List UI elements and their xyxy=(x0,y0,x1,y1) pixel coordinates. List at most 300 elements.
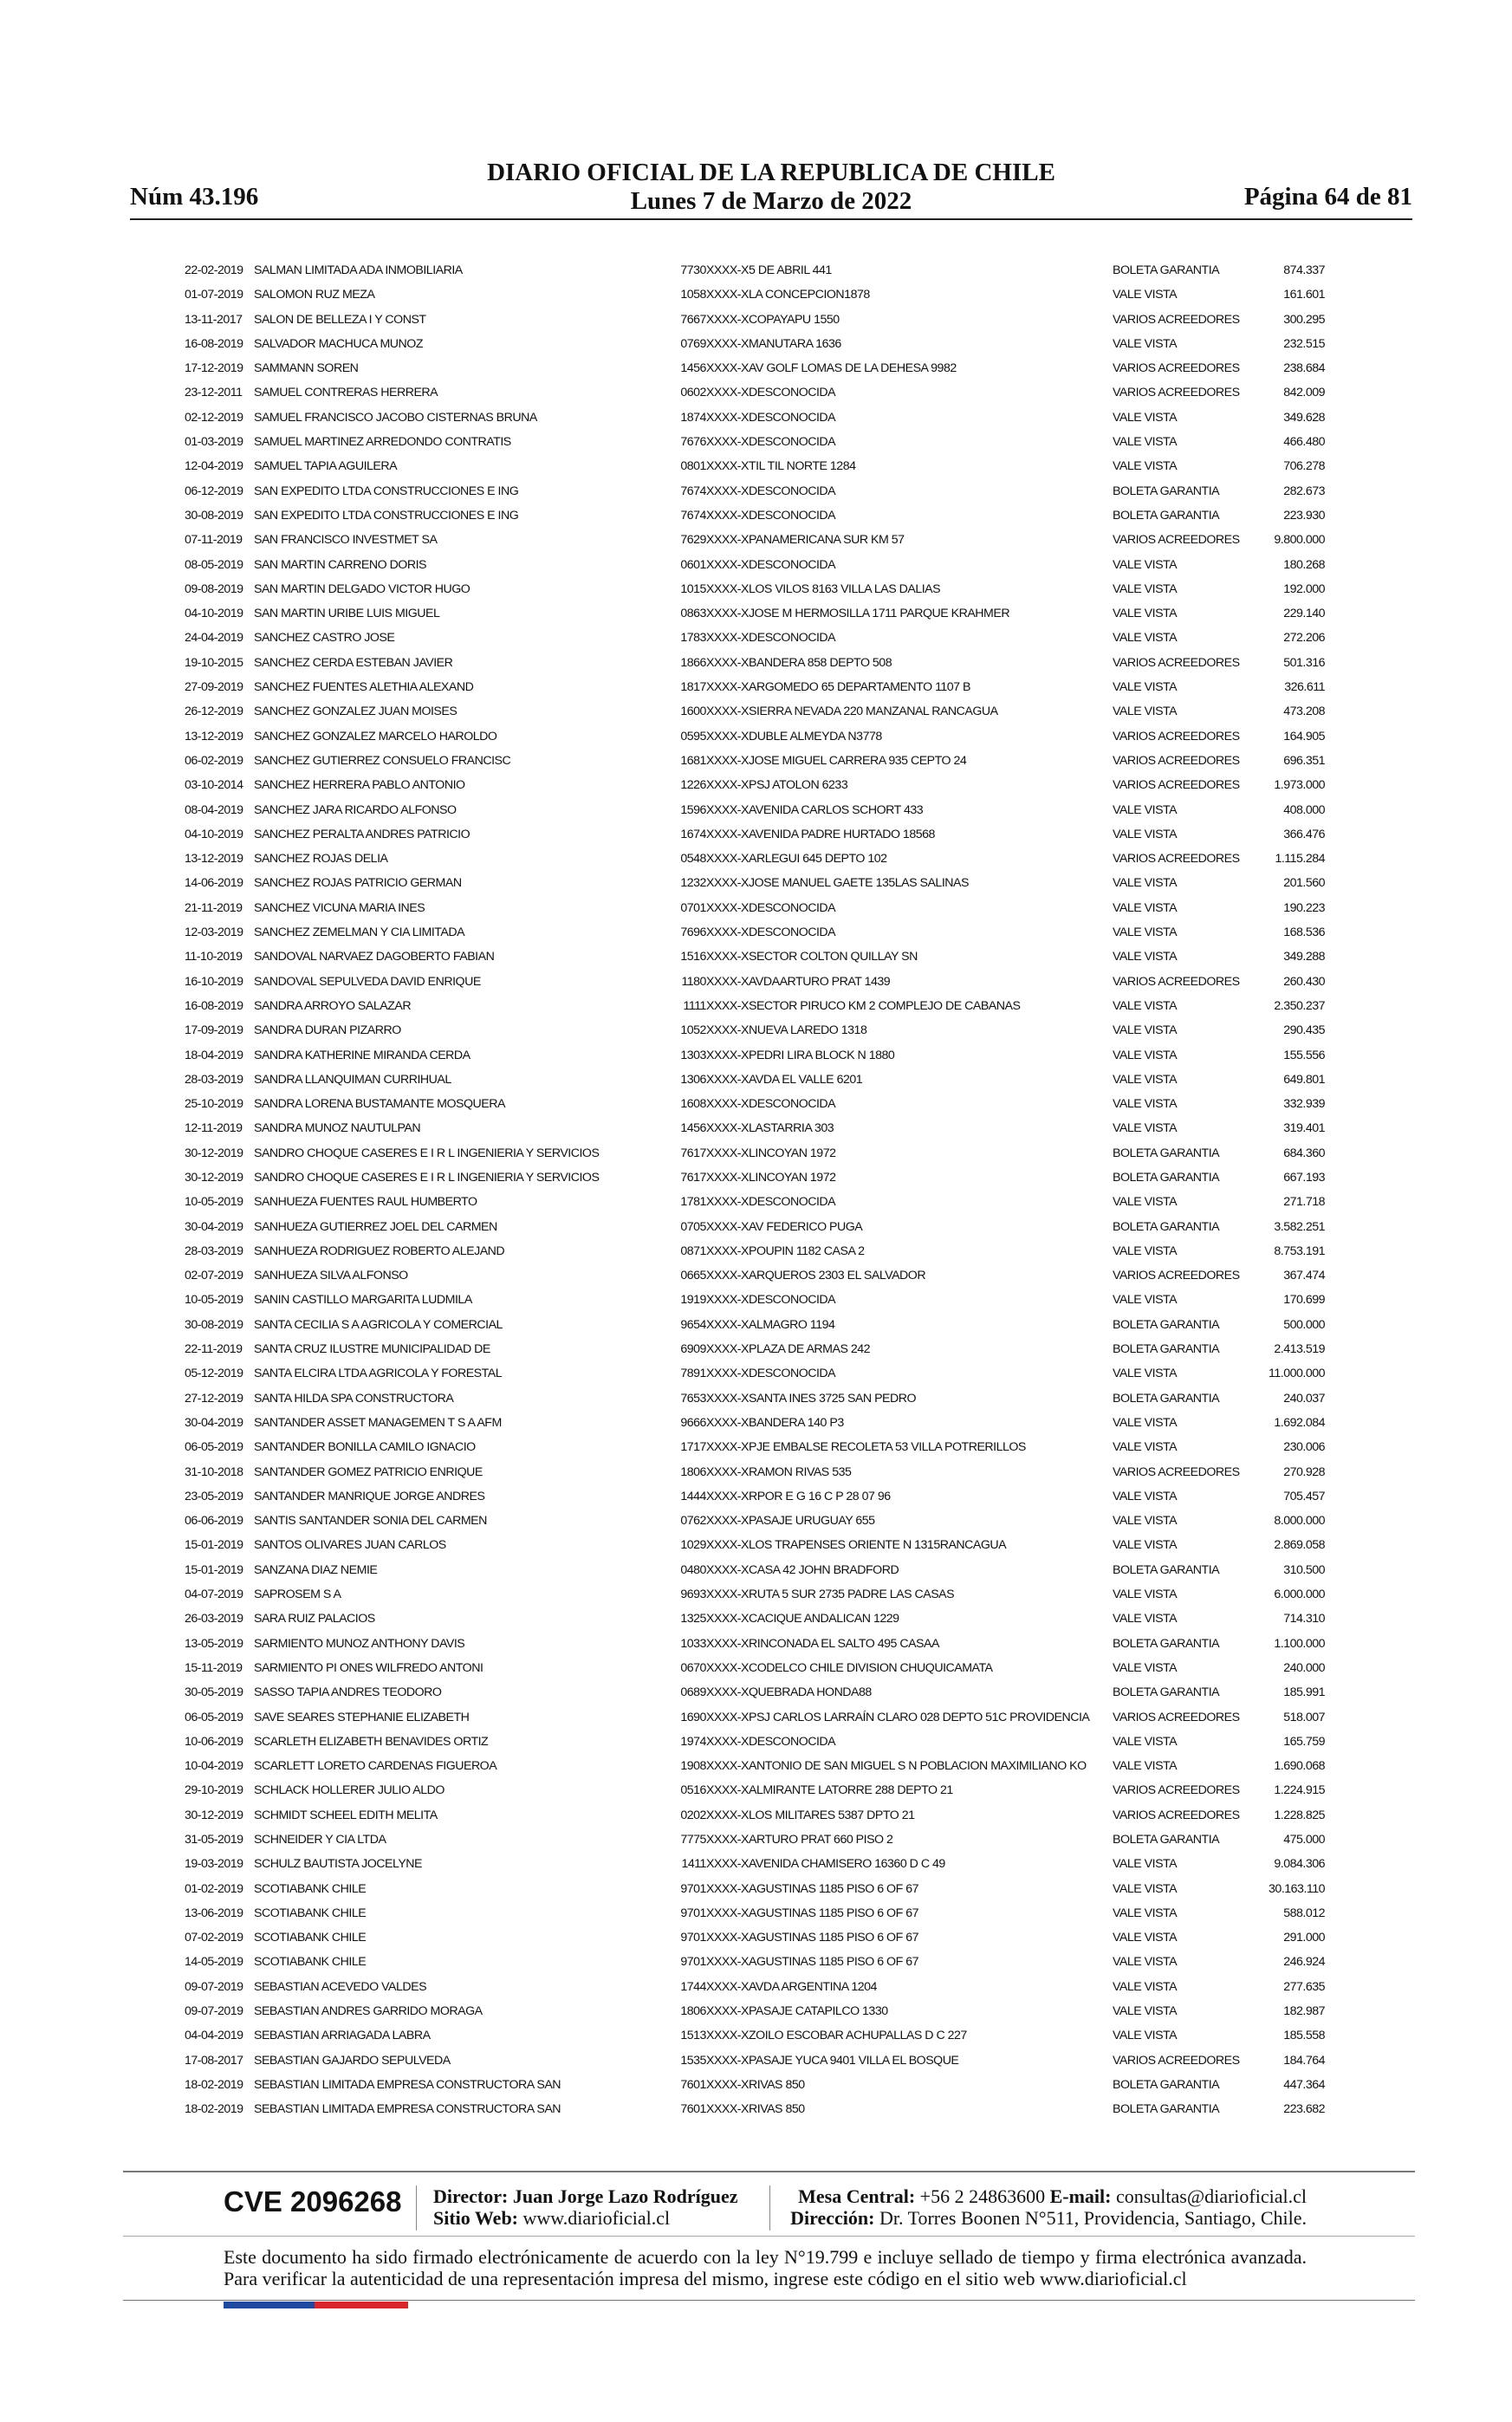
record-rut: 0480XXXX-X xyxy=(680,1562,749,1577)
record-type: BOLETA GARANTIA xyxy=(1113,2102,1220,2117)
record-type: BOLETA GARANTIA xyxy=(1113,2077,1220,2092)
record-rut: 0202XXXX-X xyxy=(680,1808,749,1822)
record-address: DESCONOCIDA xyxy=(749,557,836,572)
table-row xyxy=(185,1337,1325,1361)
record-type: BOLETA GARANTIA xyxy=(1113,1391,1220,1406)
table-row xyxy=(185,1999,1325,2023)
record-date: 13-12-2019 xyxy=(185,852,243,867)
record-address: DESCONOCIDA xyxy=(749,484,836,498)
record-amount: 300.295 xyxy=(1283,312,1325,327)
record-address: LINCOYAN 1972 xyxy=(749,1146,836,1160)
record-name: SCHNEIDER Y CIA LTDA xyxy=(254,1833,386,1847)
legal-notice: Este documento ha sido firmado electrónicamente de acuerdo con la ley N°19.799 e incluye sellado de tiempo y firma electrónica avanzada. Para verificar la autenticidad de una representación impresa del mismo, ingrese este código en el sitio web www.diarioficial.cl xyxy=(224,2246,1307,2289)
record-type: VALE VISTA xyxy=(1113,1195,1178,1210)
record-address: PJE EMBALSE RECOLETA 53 VILLA POTRERILLOS xyxy=(749,1440,1026,1455)
record-date: 30-04-2019 xyxy=(185,1219,243,1234)
record-rut: 1608XXXX-X xyxy=(680,1097,749,1112)
record-rut: 1781XXXX-X xyxy=(680,1195,749,1210)
table-row xyxy=(185,380,1325,405)
record-date: 13-11-2017 xyxy=(185,312,243,327)
table-row xyxy=(185,1313,1325,1337)
record-name: SANCHEZ GONZALEZ JUAN MOISES xyxy=(254,705,457,719)
record-rut: 1806XXXX-X xyxy=(680,1464,749,1479)
record-amount: 684.360 xyxy=(1283,1146,1325,1160)
record-type: VALE VISTA xyxy=(1113,802,1178,817)
director-name: Juan Jorge Lazo Rodríguez xyxy=(512,2185,738,2207)
website-label: Sitio Web: xyxy=(433,2207,519,2229)
record-type: BOLETA GARANTIA xyxy=(1113,1562,1220,1577)
table-row xyxy=(185,1190,1325,1214)
record-rut: 1744XXXX-X xyxy=(680,1979,749,1994)
record-amount: 408.000 xyxy=(1283,802,1325,817)
record-address: PSJ ATOLON 6233 xyxy=(749,778,848,793)
record-address: LOS VILOS 8163 VILLA LAS DALIAS xyxy=(749,581,941,596)
record-name: SANHUEZA RODRIGUEZ ROBERTO ALEJAND xyxy=(254,1243,505,1258)
table-row xyxy=(185,970,1325,994)
record-address: ANTONIO DE SAN MIGUEL S N POBLACION MAXIMILIANO KO xyxy=(749,1759,1087,1774)
record-date: 10-06-2019 xyxy=(185,1734,243,1749)
table-row xyxy=(185,1582,1325,1607)
record-date: 06-02-2019 xyxy=(185,753,243,768)
record-amount: 229.140 xyxy=(1283,607,1325,621)
record-name: SCOTIABANK CHILE xyxy=(254,1931,367,1945)
record-rut: 1535XXXX-X xyxy=(680,2053,749,2068)
record-name: SAMUEL FRANCISCO JACOBO CISTERNAS BRUNA xyxy=(254,410,537,425)
record-date: 22-11-2019 xyxy=(185,1342,243,1357)
record-date: 16-08-2019 xyxy=(185,336,243,351)
record-date: 17-12-2019 xyxy=(185,361,243,376)
record-amount: 874.337 xyxy=(1283,263,1325,277)
record-date: 12-11-2019 xyxy=(185,1121,243,1136)
table-row xyxy=(185,258,1325,282)
record-rut: 1226XXXX-X xyxy=(680,778,749,793)
record-rut: 0863XXXX-X xyxy=(680,607,749,621)
record-amount: 223.682 xyxy=(1283,2102,1325,2117)
record-amount: 30.163.110 xyxy=(1269,1881,1325,1896)
record-address: SANTA INES 3725 SAN PEDRO xyxy=(749,1391,917,1406)
record-rut: 1908XXXX-X xyxy=(680,1759,749,1774)
record-amount: 291.000 xyxy=(1283,1931,1325,1945)
record-amount: 3.582.251 xyxy=(1274,1219,1325,1234)
table-row xyxy=(185,553,1325,577)
record-rut: 0762XXXX-X xyxy=(680,1514,749,1529)
record-name: SEBASTIAN LIMITADA EMPRESA CONSTRUCTORA SAN xyxy=(254,2102,561,2117)
record-type: VARIOS ACREEDORES xyxy=(1113,1783,1240,1798)
record-amount: 705.457 xyxy=(1283,1489,1325,1503)
record-type: VARIOS ACREEDORES xyxy=(1113,974,1240,989)
record-address: DESCONOCIDA xyxy=(749,1734,836,1749)
table-row xyxy=(185,1632,1325,1656)
table-row xyxy=(185,1166,1325,1190)
record-address: PLAZA DE ARMAS 242 xyxy=(749,1342,871,1357)
record-type: VALE VISTA xyxy=(1113,410,1178,425)
record-amount: 223.930 xyxy=(1283,508,1325,523)
record-date: 30-04-2019 xyxy=(185,1415,243,1430)
record-type: VALE VISTA xyxy=(1113,1023,1178,1038)
record-rut: 1919XXXX-X xyxy=(680,1293,749,1308)
table-row xyxy=(185,1950,1325,1974)
record-address: TIL TIL NORTE 1284 xyxy=(749,459,856,474)
record-name: SCHULZ BAUTISTA JOCELYNE xyxy=(254,1857,423,1872)
record-address: PASAJE YUCA 9401 VILLA EL BOSQUE xyxy=(749,2053,959,2068)
table-row xyxy=(185,1043,1325,1068)
table-row xyxy=(185,1435,1325,1459)
record-type: VALE VISTA xyxy=(1113,581,1178,596)
record-rut: 7667XXXX-X xyxy=(680,312,749,327)
table-row xyxy=(185,503,1325,528)
record-address: CODELCO CHILE DIVISION CHUQUICAMATA xyxy=(749,1660,993,1675)
record-date: 06-12-2019 xyxy=(185,484,243,498)
record-name: SANDOVAL SEPULVEDA DAVID ENRIQUE xyxy=(254,974,481,989)
record-name: SANDRA MUNOZ NAUTULPAN xyxy=(254,1121,421,1136)
record-address: DESCONOCIDA xyxy=(749,410,836,425)
record-amount: 667.193 xyxy=(1283,1170,1325,1185)
record-rut: 7617XXXX-X xyxy=(680,1170,749,1185)
record-name: SANTOS OLIVARES JUAN CARLOS xyxy=(254,1538,446,1553)
table-row xyxy=(185,1361,1325,1386)
website-link[interactable]: www.diarioficial.cl xyxy=(522,2207,671,2229)
record-rut: 1690XXXX-X xyxy=(680,1710,749,1724)
record-date: 23-05-2019 xyxy=(185,1489,243,1503)
record-name: SARMIENTO MUNOZ ANTHONY DAVIS xyxy=(254,1636,465,1651)
record-name: SAVE SEARES STEPHANIE ELIZABETH xyxy=(254,1710,470,1724)
record-amount: 170.699 xyxy=(1283,1293,1325,1308)
record-name: SEBASTIAN LIMITADA EMPRESA CONSTRUCTORA SAN xyxy=(254,2077,561,2092)
record-amount: 332.939 xyxy=(1283,1097,1325,1112)
record-date: 26-12-2019 xyxy=(185,705,243,719)
record-address: DESCONOCIDA xyxy=(749,1097,836,1112)
masthead xyxy=(130,159,1412,216)
record-amount: 1.115.284 xyxy=(1275,852,1325,867)
record-address: ALMAGRO 1194 xyxy=(749,1317,835,1332)
record-rut: 1681XXXX-X xyxy=(680,753,749,768)
record-name: SANTANDER BONILLA CAMILO IGNACIO xyxy=(254,1440,476,1455)
record-name: SEBASTIAN ANDRES GARRIDO MORAGA xyxy=(254,2004,483,2019)
record-address: DESCONOCIDA xyxy=(749,435,836,450)
table-row xyxy=(185,1730,1325,1754)
record-name: SANCHEZ GUTIERREZ CONSUELO FRANCISC xyxy=(254,753,511,768)
record-type: VALE VISTA xyxy=(1113,827,1178,841)
record-amount: 319.401 xyxy=(1283,1121,1325,1136)
record-type: VARIOS ACREEDORES xyxy=(1113,852,1240,867)
record-rut: 9693XXXX-X xyxy=(680,1588,749,1602)
record-rut: 0689XXXX-X xyxy=(680,1685,749,1700)
record-date: 13-06-2019 xyxy=(185,1906,243,1920)
records-body xyxy=(185,258,1325,2122)
record-address: ARQUEROS 2303 EL SALVADOR xyxy=(749,1269,926,1283)
record-date: 01-02-2019 xyxy=(185,1881,243,1896)
address-text: Dr. Torres Boonen N°511, Providencia, Santiago, Chile. xyxy=(879,2207,1307,2229)
record-date: 10-05-2019 xyxy=(185,1293,243,1308)
record-rut: 7617XXXX-X xyxy=(680,1146,749,1160)
record-address: PASAJE CATAPILCO 1330 xyxy=(749,2004,888,2019)
record-date: 30-05-2019 xyxy=(185,1685,243,1700)
record-type: BOLETA GARANTIA xyxy=(1113,1219,1220,1234)
record-name: SAN MARTIN URIBE LUIS MIGUEL xyxy=(254,607,440,621)
record-amount: 246.924 xyxy=(1283,1955,1325,1970)
record-rut: 0665XXXX-X xyxy=(680,1269,749,1283)
record-type: VARIOS ACREEDORES xyxy=(1113,655,1240,670)
record-date: 19-10-2015 xyxy=(185,655,243,670)
record-amount: 185.558 xyxy=(1283,2029,1325,2043)
record-amount: 1.973.000 xyxy=(1274,778,1325,793)
record-name: SEBASTIAN ARRIAGADA LABRA xyxy=(254,2029,431,2043)
record-date: 18-02-2019 xyxy=(185,2077,243,2092)
record-type: VALE VISTA xyxy=(1113,1048,1178,1062)
record-name: SANIN CASTILLO MARGARITA LUDMILA xyxy=(254,1293,472,1308)
record-rut: 7775XXXX-X xyxy=(680,1833,749,1847)
record-address: RINCONADA EL SALTO 495 CASAA xyxy=(749,1636,939,1651)
record-rut: 1717XXXX-X xyxy=(680,1440,749,1455)
record-name: SANDRO CHOQUE CASERES E I R L INGENIERIA Y SERVICIOS xyxy=(254,1170,600,1185)
email-label: E-mail: xyxy=(1049,2185,1112,2207)
record-rut: 1033XXXX-X xyxy=(680,1636,749,1651)
record-amount: 588.012 xyxy=(1283,1906,1325,1920)
record-amount: 232.515 xyxy=(1283,336,1325,351)
record-type: BOLETA GARANTIA xyxy=(1113,484,1220,498)
record-type: BOLETA GARANTIA xyxy=(1113,1342,1220,1357)
table-row xyxy=(185,1680,1325,1704)
record-date: 04-10-2019 xyxy=(185,827,243,841)
record-amount: 185.991 xyxy=(1283,1685,1325,1700)
record-amount: 1.224.915 xyxy=(1274,1783,1325,1798)
record-date: 29-10-2019 xyxy=(185,1783,243,1798)
record-amount: 180.268 xyxy=(1283,557,1325,572)
record-date: 22-02-2019 xyxy=(185,263,243,277)
record-rut: 1974XXXX-X xyxy=(680,1734,749,1749)
record-address: JOSE MIGUEL CARRERA 935 CEPTO 24 xyxy=(749,753,967,768)
record-address: CACIQUE ANDALICAN 1229 xyxy=(749,1612,899,1627)
record-name: SAN EXPEDITO LTDA CONSTRUCCIONES E ING xyxy=(254,484,519,498)
record-date: 30-12-2019 xyxy=(185,1170,243,1185)
record-amount: 1.228.825 xyxy=(1274,1808,1325,1822)
record-amount: 1.100.000 xyxy=(1274,1636,1325,1651)
record-type: VARIOS ACREEDORES xyxy=(1113,1269,1240,1283)
record-type: VALE VISTA xyxy=(1113,1440,1178,1455)
table-row xyxy=(185,822,1325,847)
record-amount: 272.206 xyxy=(1283,631,1325,646)
table-row xyxy=(185,1116,1325,1140)
record-name: SEBASTIAN ACEVEDO VALDES xyxy=(254,1979,427,1994)
record-name: SCHMIDT SCHEEL EDITH MELITA xyxy=(254,1808,438,1822)
record-type: VALE VISTA xyxy=(1113,1514,1178,1529)
record-type: VALE VISTA xyxy=(1113,607,1178,621)
record-name: SANCHEZ VICUNA MARIA INES xyxy=(254,900,425,915)
record-date: 02-07-2019 xyxy=(185,1269,243,1283)
record-type: VALE VISTA xyxy=(1113,2029,1178,2043)
director-label: Director: xyxy=(433,2185,509,2207)
record-type: VALE VISTA xyxy=(1113,631,1178,646)
record-type: VARIOS ACREEDORES xyxy=(1113,1710,1240,1724)
footer-separator xyxy=(769,2185,770,2230)
table-row xyxy=(185,920,1325,945)
record-type: VALE VISTA xyxy=(1113,1931,1178,1945)
record-address: AVDA EL VALLE 6201 xyxy=(749,1072,863,1087)
record-date: 18-04-2019 xyxy=(185,1048,243,1062)
record-address: QUEBRADA HONDA88 xyxy=(749,1685,872,1700)
record-rut: 0769XXXX-X xyxy=(680,336,749,351)
record-address: DESCONOCIDA xyxy=(749,631,836,646)
record-date: 04-07-2019 xyxy=(185,1588,243,1602)
record-date: 08-05-2019 xyxy=(185,557,243,572)
record-type: VALE VISTA xyxy=(1113,435,1178,450)
table-row xyxy=(185,699,1325,724)
record-rut: 7696XXXX-X xyxy=(680,925,749,940)
table-row xyxy=(185,651,1325,675)
table-row xyxy=(185,724,1325,749)
table-row xyxy=(185,282,1325,307)
record-rut: 0601XXXX-X xyxy=(680,557,749,572)
record-address: AGUSTINAS 1185 PISO 6 OF 67 xyxy=(749,1931,918,1945)
record-rut: 9701XXXX-X xyxy=(680,1906,749,1920)
record-rut: 6909XXXX-X xyxy=(680,1342,749,1357)
record-name: SANTIS SANTANDER SONIA DEL CARMEN xyxy=(254,1514,487,1529)
record-type: VARIOS ACREEDORES xyxy=(1113,361,1240,376)
record-address: SECTOR COLTON QUILLAY SN xyxy=(749,950,918,964)
record-address: PSJ CARLOS LARRAÍN CLARO 028 DEPTO 51C PROVIDENCIA xyxy=(749,1710,1090,1724)
record-address: JOSE MANUEL GAETE 135LAS SALINAS xyxy=(749,876,969,891)
record-address: LINCOYAN 1972 xyxy=(749,1170,836,1185)
record-type: VALE VISTA xyxy=(1113,1293,1178,1308)
record-date: 14-06-2019 xyxy=(185,876,243,891)
record-name: SANCHEZ PERALTA ANDRES PATRICIO xyxy=(254,827,470,841)
record-date: 27-09-2019 xyxy=(185,680,243,695)
record-name: SANTANDER MANRIQUE JORGE ANDRES xyxy=(254,1489,485,1503)
table-row xyxy=(185,847,1325,871)
record-date: 09-07-2019 xyxy=(185,2004,243,2019)
record-address: ARLEGUI 645 DEPTO 102 xyxy=(749,852,887,867)
record-address: BANDERA 140 P3 xyxy=(749,1415,844,1430)
record-date: 04-10-2019 xyxy=(185,607,243,621)
record-name: SCARLETH ELIZABETH BENAVIDES ORTIZ xyxy=(254,1734,489,1749)
email-link[interactable]: consultas@diarioficial.cl xyxy=(1115,2185,1307,2207)
record-name: SEBASTIAN GAJARDO SEPULVEDA xyxy=(254,2053,451,2068)
record-name: SANCHEZ GONZALEZ MARCELO HAROLDO xyxy=(254,729,497,743)
director-block xyxy=(433,2185,738,2229)
record-date: 03-10-2014 xyxy=(185,778,243,793)
record-type: VARIOS ACREEDORES xyxy=(1113,1464,1240,1479)
record-name: SAMUEL MARTINEZ ARREDONDO CONTRATIS xyxy=(254,435,511,450)
record-type: VALE VISTA xyxy=(1113,925,1178,940)
record-name: SAMUEL CONTRERAS HERRERA xyxy=(254,386,438,400)
record-address: AVDA ARGENTINA 1204 xyxy=(749,1979,877,1994)
table-row xyxy=(185,626,1325,650)
record-type: VALE VISTA xyxy=(1113,1734,1178,1749)
record-date: 19-03-2019 xyxy=(185,1857,243,1872)
record-type: VARIOS ACREEDORES xyxy=(1113,729,1240,743)
record-address: DESCONOCIDA xyxy=(749,386,836,400)
record-amount: 447.364 xyxy=(1283,2077,1325,2092)
record-date: 10-04-2019 xyxy=(185,1759,243,1774)
contact-block xyxy=(780,2185,1307,2229)
record-address: RAMON RIVAS 535 xyxy=(749,1464,852,1479)
record-name: SCOTIABANK CHILE xyxy=(254,1955,367,1970)
record-date: 15-11-2019 xyxy=(185,1660,243,1675)
record-amount: 2.869.058 xyxy=(1274,1538,1325,1553)
table-row xyxy=(185,1877,1325,1901)
record-type: BOLETA GARANTIA xyxy=(1113,1146,1220,1160)
record-date: 12-04-2019 xyxy=(185,459,243,474)
record-type: BOLETA GARANTIA xyxy=(1113,1170,1220,1185)
table-row xyxy=(185,308,1325,332)
record-rut: 0516XXXX-X xyxy=(680,1783,749,1798)
record-name: SANCHEZ ZEMELMAN Y CIA LIMITADA xyxy=(254,925,465,940)
table-row xyxy=(185,1484,1325,1509)
record-rut: 1325XXXX-X xyxy=(680,1612,749,1627)
record-rut: 0670XXXX-X xyxy=(680,1660,749,1675)
record-amount: 8.753.191 xyxy=(1274,1243,1325,1258)
record-date: 12-03-2019 xyxy=(185,925,243,940)
record-rut: 1806XXXX-X xyxy=(680,2004,749,2019)
table-row xyxy=(185,2097,1325,2121)
record-rut: 1817XXXX-X xyxy=(680,680,749,695)
record-date: 07-02-2019 xyxy=(185,1931,243,1945)
record-name: SANCHEZ CERDA ESTEBAN JAVIER xyxy=(254,655,453,670)
record-name: SANCHEZ HERRERA PABLO ANTONIO xyxy=(254,778,465,793)
record-type: BOLETA GARANTIA xyxy=(1113,1685,1220,1700)
record-date: 16-10-2019 xyxy=(185,974,243,989)
record-name: SANTA CRUZ ILUSTRE MUNICIPALIDAD DE xyxy=(254,1342,490,1357)
record-name: SANTANDER ASSET MANAGEMEN T S A AFM xyxy=(254,1415,502,1430)
record-address: LOS TRAPENSES ORIENTE N 1315RANCAGUA xyxy=(749,1538,1007,1553)
record-amount: 184.764 xyxy=(1283,2053,1325,2068)
record-name: SANTA HILDA SPA CONSTRUCTORA xyxy=(254,1391,454,1406)
record-date: 09-08-2019 xyxy=(185,581,243,596)
record-amount: 2.413.519 xyxy=(1274,1342,1325,1357)
record-date: 01-03-2019 xyxy=(185,435,243,450)
record-rut: 1444XXXX-X xyxy=(680,1489,749,1503)
table-row xyxy=(185,1925,1325,1950)
record-rut: 0701XXXX-X xyxy=(680,900,749,915)
record-type: VARIOS ACREEDORES xyxy=(1113,1808,1240,1822)
record-amount: 190.223 xyxy=(1283,900,1325,915)
record-rut: 1306XXXX-X xyxy=(680,1072,749,1087)
table-row xyxy=(185,1288,1325,1312)
record-address: RIVAS 850 xyxy=(749,2102,805,2117)
record-date: 17-08-2017 xyxy=(185,2053,243,2068)
table-row xyxy=(185,2073,1325,2097)
record-name: SANDRA KATHERINE MIRANDA CERDA xyxy=(254,1048,470,1062)
record-amount: 164.905 xyxy=(1283,729,1325,743)
record-name: SAPROSEM S A xyxy=(254,1588,341,1602)
record-amount: 182.987 xyxy=(1283,2004,1325,2019)
record-date: 06-06-2019 xyxy=(185,1514,243,1529)
record-address: JOSE M HERMOSILLA 1711 PARQUE KRAHMER xyxy=(749,607,1010,621)
record-rut: 7601XXXX-X xyxy=(680,2077,749,2092)
cve-code: CVE 2096268 xyxy=(224,2185,402,2217)
record-amount: 501.316 xyxy=(1283,655,1325,670)
record-amount: 240.000 xyxy=(1283,1660,1325,1675)
record-amount: 366.476 xyxy=(1283,827,1325,841)
record-type: VALE VISTA xyxy=(1113,1588,1178,1602)
record-name: SANCHEZ ROJAS DELIA xyxy=(254,852,388,867)
record-address: LOS MILITARES 5387 DPTO 21 xyxy=(749,1808,915,1822)
record-date: 06-05-2019 xyxy=(185,1440,243,1455)
record-name: SAMUEL TAPIA AGUILERA xyxy=(254,459,398,474)
record-amount: 238.684 xyxy=(1283,361,1325,376)
record-date: 06-05-2019 xyxy=(185,1710,243,1724)
record-address: AGUSTINAS 1185 PISO 6 OF 67 xyxy=(749,1906,918,1920)
record-name: SCOTIABANK CHILE xyxy=(254,1881,367,1896)
record-date: 21-11-2019 xyxy=(185,900,243,915)
record-rut: 1600XXXX-X xyxy=(680,705,749,719)
record-address: AGUSTINAS 1185 PISO 6 OF 67 xyxy=(749,1881,918,1896)
record-date: 09-07-2019 xyxy=(185,1979,243,1994)
record-amount: 649.801 xyxy=(1283,1072,1325,1087)
record-type: VALE VISTA xyxy=(1113,1415,1178,1430)
publication-date: Lunes 7 de Marzo de 2022 xyxy=(630,187,912,215)
record-type: VALE VISTA xyxy=(1113,1955,1178,1970)
